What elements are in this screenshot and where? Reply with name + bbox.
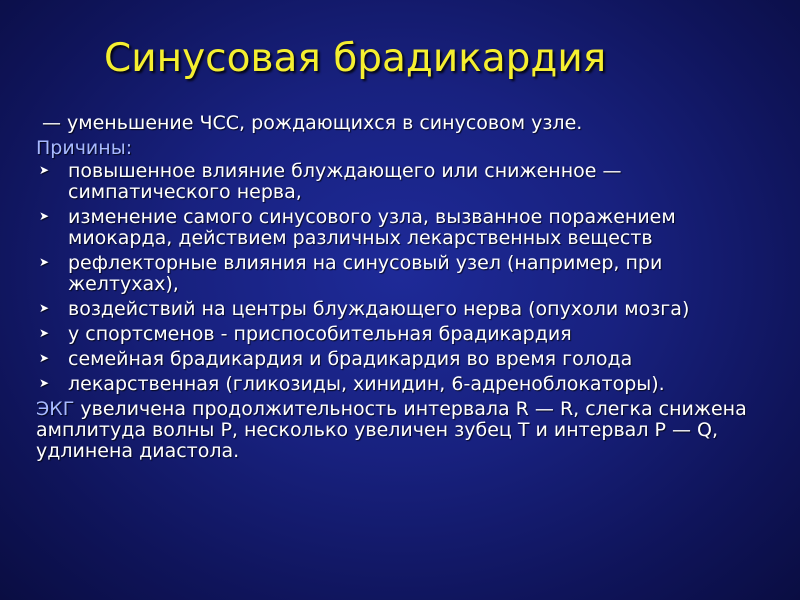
list-item-text: воздействий на центры блуждающего нерва (опухоли мозга) [68, 298, 690, 320]
ecg-text: увеличена продолжительность интервала R — R, слегка снижена амплитуда волны Р, несколько увеличен зубец Т и интервал Р — Q, удлинена диастола. [36, 398, 747, 462]
list-item-text: лекарственная (гликозиды, хинидин, 6-адреноблокаторы). [68, 373, 665, 395]
list-item [36, 207, 776, 249]
arrow-bullet-icon: ➤ [39, 326, 50, 340]
arrow-bullet-icon: ➤ [39, 351, 50, 365]
list-item [36, 161, 776, 203]
arrow-bullet-icon: ➤ [39, 209, 50, 223]
ecg-paragraph [36, 399, 776, 462]
list-item-text: изменение самого синусового узла, вызванное поражением миокарда, действием различных лекарственных веществ [68, 206, 676, 249]
list-item-text: у спортсменов - приспособительная брадикардия [68, 323, 572, 345]
arrow-bullet-icon: ➤ [39, 301, 50, 315]
list-item-text: повышенное влияние блуждающего или сниженное — симпатического нерва, [68, 160, 622, 203]
list-item [36, 299, 776, 320]
causes-label: Причины: [36, 137, 133, 159]
ecg-label: ЭКГ [36, 398, 75, 420]
slide-content [36, 112, 776, 462]
arrow-bullet-icon: ➤ [39, 255, 50, 269]
causes-list [36, 161, 776, 395]
list-item [36, 374, 776, 395]
list-item [36, 324, 776, 345]
list-item [36, 349, 776, 370]
list-item-text: рефлекторные влияния на синусовый узел (например, при желтухах), [68, 252, 663, 295]
arrow-bullet-icon: ➤ [39, 163, 50, 177]
list-item-text: семейная брадикардия и брадикардия во время голода [68, 348, 633, 370]
intro-text: — уменьшение ЧСС, рождающихся в синусовом узле. [42, 112, 583, 134]
slide-title: Синусовая брадикардия [104, 36, 607, 81]
list-item [36, 253, 776, 295]
arrow-bullet-icon: ➤ [39, 376, 50, 390]
